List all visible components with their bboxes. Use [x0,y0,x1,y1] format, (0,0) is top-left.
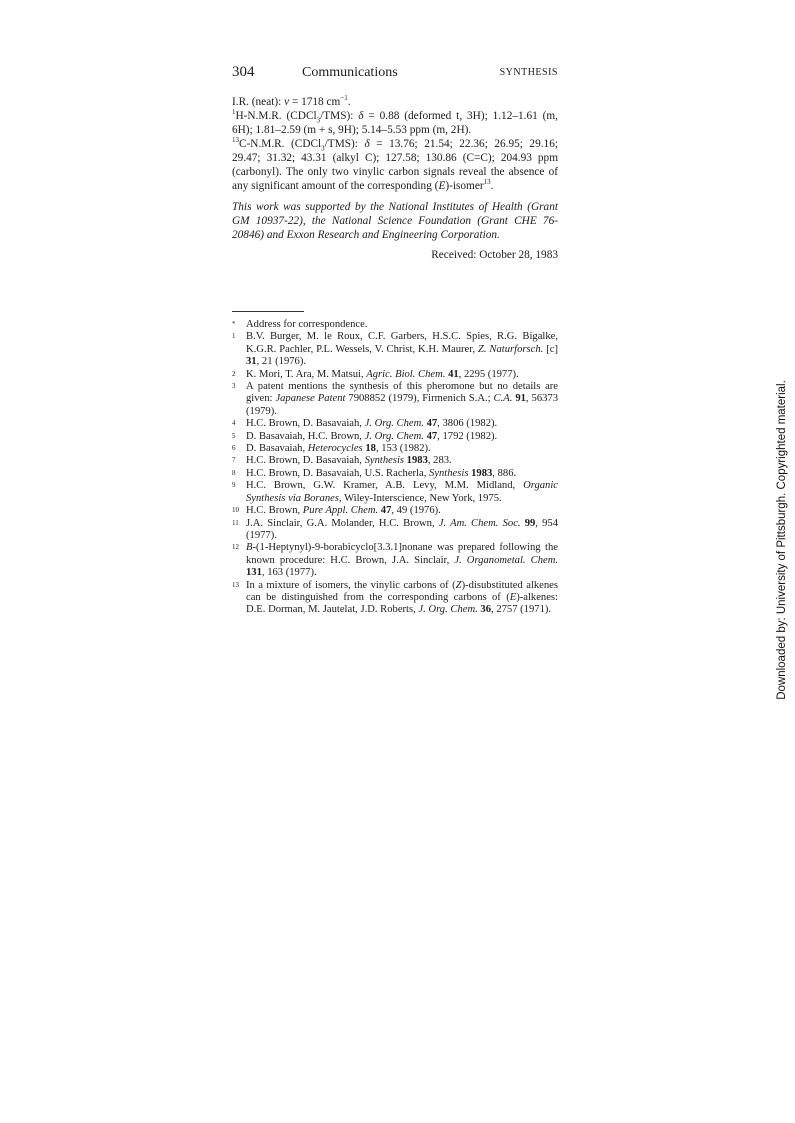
watermark-text: Downloaded by: University of Pittsburgh. Copyrighted material. [776,380,788,700]
footnote-rule [232,311,304,312]
reference-item: 5 D. Basavaiah, H.C. Brown, J. Org. Chem. 47, 1792 (1982). [232,430,498,442]
reference-item: * Address for correspondence. [232,319,368,330]
reference-item: 2 K. Mori, T. Ara, M. Matsui, Agric. Biol. Chem. 41, 2295 (1977). [232,368,519,380]
page-header [232,64,558,84]
reference-item: 9 H.C. Brown, G.W. Kramer, A.B. Levy, M.M. Midland, Organic Synthesis via Boranes, Wiley-Interscience, New York, 1975. [232,480,558,504]
page-number: 304 [232,64,255,80]
reference-item: 11 J.A. Sinclair, G.A. Molander, H.C. Brown, J. Am. Chem. Soc. 99, 954 (1977). [232,517,558,541]
reference-item: 8 H.C. Brown, D. Basavaiah, U.S. Racherla, Synthesis 1983, 886. [232,467,517,479]
reference-item: 1 B.V. Burger, M. le Roux, C.F. Garbers, H.S.C. Spies, R.G. Bigalke, K.G.R. Pachler, P.L. Wessels, V. Christ, K.H. Maurer, Z. Naturforsch. [c] 31, 21 (1976). [232,331,558,368]
ir-data: I.R. (neat): v = 1718 $cm^{-1}$. [232,94,351,108]
hnmr-data: $^1$H-N.M.R. (CDCl$_3$/TMS): δ = 0.88 (deformed t, 3H); 1.12–1.61 (m, 6H); 1.81–2.59 (m + s, 9H); 5.14–5.53 ppm (m, 2H). [232,108,558,136]
article-body [232,95,558,262]
reference-item: 6 D. Basavaiah, Heterocycles 18, 153 (1982). [232,443,431,455]
acknowledgment: This work was supported by the National Institutes of Health (Grant GM 10937-22), the National Science Foundation (Grant CHE 76-20846) and Exxon Research and Engineering Corporation. [232,201,558,241]
cnmr-data: $^{13}$C-N.M.R. (CDCl$_3$/TMS): δ = 13.76; 21.54; 22.36; 26.95; 29.16; 29.47; 31.32; 43.31 (alkyl C); 127.58; 130.86 (C=C); 204.93 ppm (carbonyl). The only two vinylic carbon signals reveal the absence of any significant amount of the corresponding (E)-isomer$^{13}$. [232,136,558,192]
journal-name: SYNTHESIS [499,67,558,78]
reference-item: 3 A patent mentions the synthesis of this pheromone but no details are given: Japanese Patent 7908852 (1979), Firmenich S.A.; C.A. 91, 56373 (1979). [232,381,559,417]
reference-item: 4 H.C. Brown, D. Basavaiah, J. Org. Chem. 47, 3806 (1982). [232,418,498,430]
reference-item: 12 B-(1-Heptynyl)-9-borabicyclo[3.3.1]nonane was prepared following the known procedure: H.C. Brown, J.A. Sinclair, J. Organometal. Chem. 131, 163 (1977). [232,542,559,579]
section-title: Communications [302,65,398,80]
reference-item: 10 H.C. Brown, Pure Appl. Chem. 47, 49 (1976). [232,505,441,517]
references-list [232,319,558,617]
reference-item: 7 H.C. Brown, D. Basavaiah, Synthesis 1983, 283. [232,455,452,467]
reference-item: 13 In a mixture of isomers, the vinylic carbons of (Z)-disubstituted alkenes can be distinguished from the corresponding carbons of (E)-alkenes: D.E. Dorman, M. Jautelat, J.D. Roberts, J. Org. Chem. 36, 2757 (1971). [232,579,559,616]
received-date: Received: October 28, 1983 [431,249,558,261]
